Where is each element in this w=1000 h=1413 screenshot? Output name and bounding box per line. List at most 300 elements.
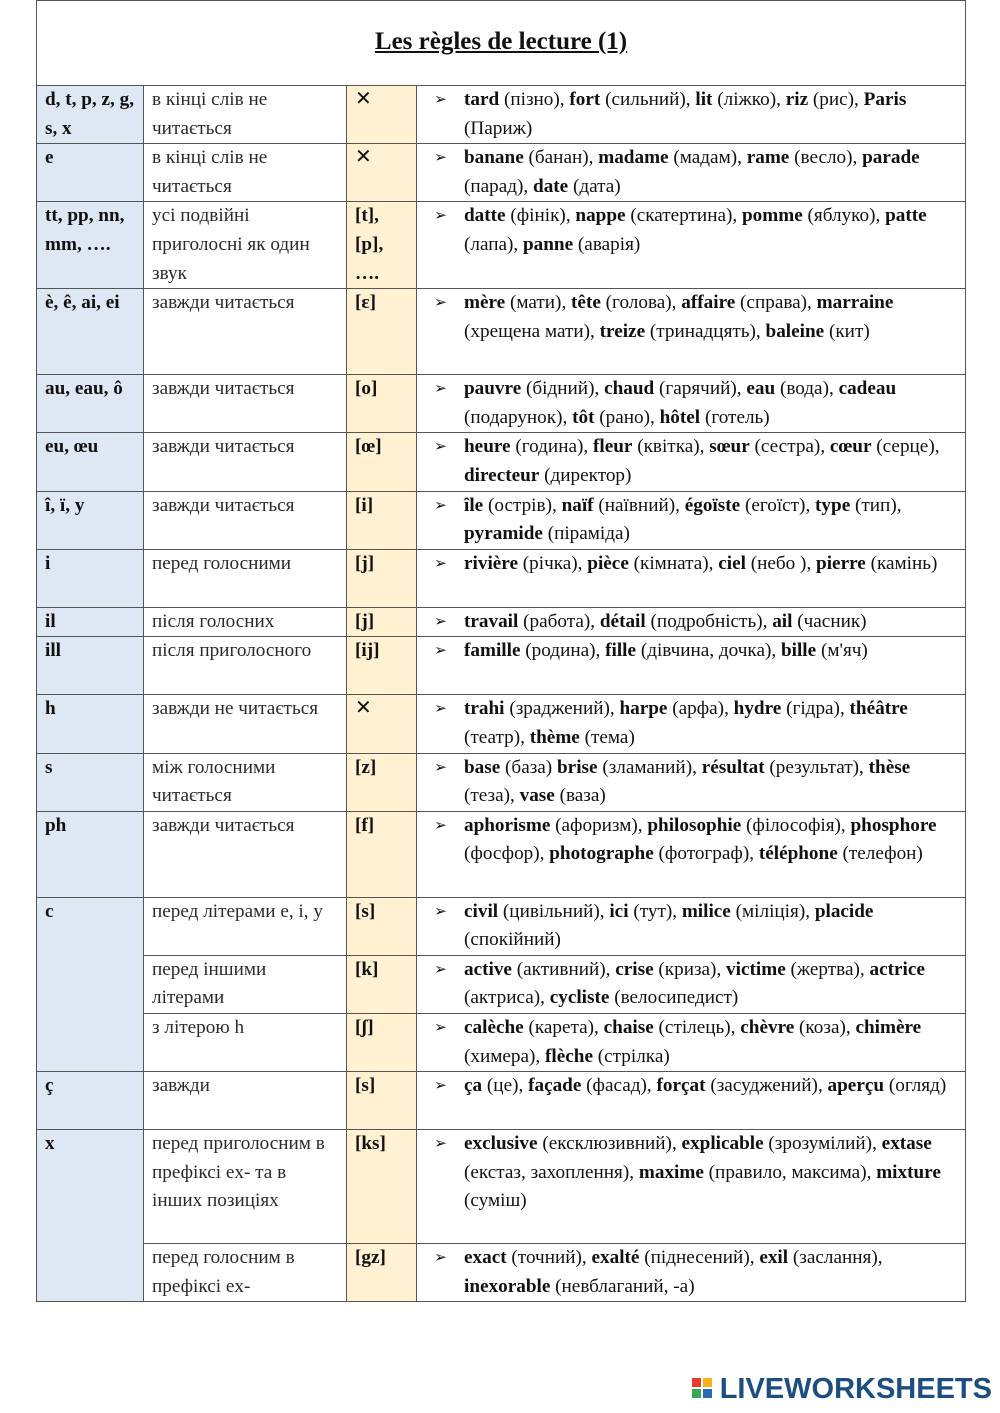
examples-cell [417, 811, 966, 897]
french-word: téléphone [758, 843, 838, 865]
table-row [37, 695, 966, 753]
french-word: chaise [603, 1017, 654, 1039]
arrow-bullet-icon: ➢ [434, 92, 447, 108]
letters-text: c [45, 900, 54, 922]
translation: (егоїст), [740, 494, 816, 516]
arrow-bullet-icon: ➢ [434, 961, 447, 978]
letters-text: î, ï, y [45, 494, 85, 516]
french-word: bille [780, 640, 817, 662]
translation: (база) [500, 756, 557, 778]
french-word: baleine [765, 320, 825, 342]
french-word: pièce [587, 552, 629, 574]
translation: (зрозумілий), [763, 1133, 882, 1155]
rule-description-cell [144, 144, 347, 202]
french-word: hôtel [659, 406, 701, 428]
translation: (рис), [808, 89, 864, 110]
rule-description: перед літерами e, i, y [152, 900, 323, 922]
french-word: fille [605, 640, 637, 662]
examples-cell [417, 1014, 966, 1072]
translation: (справа), [735, 292, 817, 314]
rule-description: завжди читається [152, 436, 295, 458]
examples-cell [417, 695, 966, 753]
examples-cell [417, 1244, 966, 1302]
sound-cell [347, 202, 417, 289]
arrow-bullet-icon: ➢ [434, 903, 447, 920]
translation: (камінь) [865, 552, 938, 574]
translation: (фінік), [505, 205, 576, 227]
translation: (піднесений), [639, 1247, 760, 1269]
french-word: famille [464, 640, 521, 662]
examples-cell [417, 1072, 966, 1130]
sound-cell [347, 1072, 417, 1130]
translation: (засуджений), [705, 1075, 828, 1097]
liveworksheets-logo-icon [692, 1378, 716, 1402]
table-row [37, 375, 966, 433]
examples-text [464, 637, 957, 666]
french-word: travail [464, 610, 519, 632]
translation: (квітка), [632, 436, 710, 458]
table-row [37, 86, 966, 144]
french-word: fleur [592, 436, 633, 458]
french-word: milice [681, 900, 731, 922]
reading-rules-table [36, 0, 966, 1302]
translation: (бідний), [521, 378, 605, 400]
rule-description-cell [144, 549, 347, 607]
rule-description: завжди читається [152, 378, 295, 400]
phonetic-sound: [z] [355, 756, 377, 778]
french-word: pyramide [464, 523, 543, 545]
phonetic-sound: [ij] [355, 640, 380, 662]
sound-cell [347, 1014, 417, 1072]
french-word: exalté [591, 1247, 640, 1269]
french-word: photographe [549, 843, 654, 865]
french-word: active [464, 958, 512, 980]
rule-description-cell [144, 695, 347, 753]
translation: (банан), [523, 147, 599, 169]
translation: (театр), [464, 726, 530, 748]
translation: (Париж) [464, 117, 533, 139]
phonetic-sound: [k] [355, 958, 379, 980]
rule-description-cell [144, 1014, 347, 1072]
french-word: directeur [464, 464, 540, 486]
translation: (невблаганий, -а) [550, 1275, 695, 1297]
translation: (активний), [511, 958, 616, 980]
sound-cell [347, 433, 417, 491]
examples-cell [417, 202, 966, 289]
arrow-bullet-icon: ➢ [434, 1020, 447, 1037]
rule-description: після приголосного [152, 640, 312, 662]
french-word: type [815, 494, 851, 516]
translation: (скатертина), [625, 205, 742, 227]
table-row [37, 549, 966, 607]
translation: (сильний), [600, 89, 696, 110]
translation: (рано), [594, 406, 660, 428]
examples-text [464, 550, 957, 579]
rule-description: з літерою h [152, 1017, 245, 1039]
rule-description-cell [144, 289, 347, 375]
letters-cell [37, 897, 144, 1072]
letters-text: i [45, 552, 51, 574]
liveworksheets-brand [692, 1373, 992, 1406]
examples-text [464, 433, 957, 490]
translation: (лапа), [464, 233, 523, 255]
examples-cell [417, 375, 966, 433]
french-word: rame [746, 147, 790, 169]
french-word: ail [772, 610, 793, 632]
translation: (міліція), [730, 900, 815, 922]
rule-description: завжди читається [152, 494, 295, 516]
title-cell [37, 1, 966, 86]
translation: (коза), [794, 1017, 856, 1039]
rule-description-cell [144, 607, 347, 637]
translation: (мадам), [668, 147, 747, 169]
sound-cell [347, 375, 417, 433]
rule-description-cell [144, 1244, 347, 1302]
arrow-bullet-icon: ➢ [434, 613, 447, 630]
french-word: explicable [681, 1133, 764, 1155]
translation: (дівчина, дочка), [636, 640, 781, 662]
translation: (гідра), [781, 698, 850, 720]
letters-text: ç [45, 1075, 54, 1097]
table-row [37, 433, 966, 491]
phonetic-sound: [ʃ] [355, 1017, 374, 1039]
table-row [37, 753, 966, 811]
phonetic-sound: [ks] [355, 1133, 386, 1155]
french-word: datte [464, 205, 506, 227]
table-row [37, 202, 966, 289]
translation: (це), [482, 1075, 529, 1097]
phonetic-sound: [f] [355, 814, 375, 836]
rule-description: завжди [152, 1075, 210, 1097]
arrow-bullet-icon: ➢ [434, 497, 447, 514]
french-word: résultat [701, 756, 765, 778]
letters-text: eu, œu [45, 436, 99, 458]
examples-cell [417, 753, 966, 811]
sound-cell [347, 811, 417, 897]
french-word: base [464, 756, 501, 778]
french-word: inexorable [464, 1275, 551, 1297]
french-word: mère [464, 292, 506, 314]
phonetic-sound: [j] [355, 552, 375, 574]
examples-cell [417, 955, 966, 1013]
translation: (фотограф), [653, 843, 759, 865]
page-title: Les règles de lecture (1) [374, 27, 628, 55]
translation: (родина), [520, 640, 606, 662]
sound-cell [347, 897, 417, 955]
translation: (річка), [517, 552, 588, 574]
phonetic-sound: [t], [p], …. [355, 205, 384, 284]
translation: (готель) [700, 406, 770, 428]
translation: (велосипедист) [609, 987, 739, 1009]
french-word: victime [726, 958, 786, 980]
translation: (вода), [775, 378, 839, 400]
translation: (тринадцять), [645, 320, 766, 342]
examples-text [464, 608, 957, 637]
translation: (спокійний) [464, 929, 561, 951]
french-word: heure [464, 436, 511, 458]
table-row [37, 144, 966, 202]
french-word: théâtre [849, 698, 908, 720]
french-word: cœur [829, 436, 872, 458]
translation: (ліжко), [712, 89, 786, 110]
rule-description: між голосними читається [152, 756, 276, 807]
french-word: Paris [863, 89, 907, 110]
letters-cell [37, 491, 144, 549]
french-word: chèvre [740, 1017, 795, 1039]
rule-description: завжди не читається [152, 698, 319, 720]
french-word: détail [599, 610, 646, 632]
translation: (стілець), [653, 1017, 741, 1039]
french-word: flèche [545, 1045, 593, 1067]
translation: (наївний), [593, 494, 685, 516]
french-word: cycliste [549, 987, 610, 1009]
translation: (яблуко), [802, 205, 886, 227]
french-word: phosphore [850, 814, 937, 836]
translation: (фасад), [581, 1075, 657, 1097]
sound-cell [347, 695, 417, 753]
letters-text: è, ê, ai, ei [45, 292, 120, 314]
french-word: exil [759, 1247, 789, 1269]
examples-text [464, 812, 957, 869]
title-row [37, 1, 966, 86]
translation: (цивільний), [498, 900, 610, 922]
french-word: civil [464, 900, 499, 922]
translation: (тут), [628, 900, 682, 922]
examples-text [464, 202, 957, 259]
examples-cell [417, 491, 966, 549]
table-row [37, 1244, 966, 1302]
arrow-bullet-icon: ➢ [434, 1078, 447, 1095]
translation: (мати), [505, 292, 572, 314]
letters-text: ph [45, 814, 67, 836]
french-word: marraine [816, 292, 894, 314]
letters-cell [37, 637, 144, 695]
examples-cell [417, 897, 966, 955]
translation: (кит) [824, 320, 870, 342]
french-word: exclusive [464, 1133, 538, 1155]
arrow-bullet-icon: ➢ [434, 381, 447, 398]
french-word: calèche [464, 1017, 524, 1039]
letters-text: au, eau, ô [45, 378, 123, 400]
french-word: madame [598, 147, 669, 169]
examples-text [464, 144, 957, 201]
sound-cell [347, 955, 417, 1013]
translation: (гарячий), [654, 378, 747, 400]
phonetic-sound: [gz] [355, 1247, 386, 1269]
rule-description-cell [144, 1130, 347, 1244]
letters-cell [37, 433, 144, 491]
translation: (хрещена мати), [464, 320, 600, 342]
phonetic-sound: [ɛ] [355, 292, 376, 314]
french-word: placide [814, 900, 874, 922]
translation: (аварія) [573, 233, 641, 255]
rule-description: перед голосними [152, 552, 292, 574]
french-word: ici [609, 900, 629, 922]
french-word: aphorisme [464, 814, 551, 836]
rule-description-cell [144, 897, 347, 955]
table-row [37, 811, 966, 897]
translation: (заслання), [788, 1247, 883, 1269]
phonetic-sound: [s] [355, 1075, 376, 1097]
french-word: fort [569, 89, 601, 110]
french-word: panne [523, 233, 574, 255]
translation: (результат), [764, 756, 869, 778]
french-word: vase [519, 785, 555, 807]
translation: (арфа), [667, 698, 734, 720]
letters-cell [37, 375, 144, 433]
examples-cell [417, 86, 966, 144]
translation: (екстаз, захоплення), [464, 1161, 639, 1183]
french-word: patte [885, 205, 927, 227]
sound-cell [347, 1130, 417, 1244]
french-word: aperçu [827, 1075, 885, 1097]
examples-text [464, 956, 957, 1013]
translation: (химера), [464, 1045, 546, 1067]
arrow-bullet-icon: ➢ [434, 701, 447, 718]
examples-text [464, 1014, 957, 1071]
rule-description: в кінці слів не читається [152, 89, 268, 139]
french-word: façade [528, 1075, 582, 1097]
french-word: pauvre [464, 378, 522, 400]
table-row [37, 491, 966, 549]
french-word: harpe [619, 698, 668, 720]
translation: (острів), [483, 494, 562, 516]
silent-x-icon: ✕ [355, 695, 372, 720]
examples-text [464, 754, 957, 811]
french-word: treize [599, 320, 646, 342]
sound-cell [347, 1244, 417, 1302]
arrow-bullet-icon: ➢ [434, 208, 447, 225]
letters-cell [37, 202, 144, 289]
letters-cell [37, 1072, 144, 1130]
french-word: tard [464, 89, 500, 110]
translation: (сестра), [749, 436, 830, 458]
letters-cell [37, 607, 144, 637]
table-row [37, 1014, 966, 1072]
examples-text [464, 695, 957, 752]
translation: (правило, максима), [703, 1161, 877, 1183]
examples-text [464, 289, 957, 346]
arrow-bullet-icon: ➢ [434, 643, 447, 660]
translation: (серце), [871, 436, 940, 458]
translation: (актриса), [464, 987, 550, 1009]
arrow-bullet-icon: ➢ [434, 555, 447, 572]
letters-text: ill [45, 640, 61, 662]
examples-text [464, 1244, 957, 1301]
letters-text: h [45, 698, 56, 720]
french-word: forçat [656, 1075, 706, 1097]
translation: (суміш) [464, 1190, 527, 1212]
french-word: cadeau [838, 378, 897, 400]
translation: (директор) [539, 464, 632, 486]
letters-cell [37, 86, 144, 144]
rule-description-cell [144, 433, 347, 491]
examples-cell [417, 433, 966, 491]
rule-description-cell [144, 375, 347, 433]
french-word: ciel [718, 552, 746, 574]
french-word: pomme [741, 205, 803, 227]
translation: (дата) [568, 175, 621, 197]
french-word: ça [464, 1075, 483, 1097]
examples-cell [417, 637, 966, 695]
sound-cell [347, 637, 417, 695]
translation: (філософія), [741, 814, 851, 836]
letters-cell [37, 289, 144, 375]
examples-cell [417, 1130, 966, 1244]
letters-cell [37, 549, 144, 607]
letters-text: tt, pp, nn, mm, …. [45, 205, 125, 255]
french-word: trahi [464, 698, 505, 720]
arrow-bullet-icon: ➢ [434, 150, 447, 167]
phonetic-sound: [i] [355, 494, 374, 516]
arrow-bullet-icon: ➢ [434, 759, 447, 776]
french-word: chaud [604, 378, 655, 400]
table-row [37, 637, 966, 695]
french-word: rivière [464, 552, 518, 574]
letters-cell [37, 811, 144, 897]
rule-description: завжди читається [152, 292, 295, 314]
examples-cell [417, 607, 966, 637]
translation: (телефон) [837, 843, 923, 865]
french-word: banane [464, 147, 524, 169]
table-row [37, 897, 966, 955]
french-word: eau [746, 378, 776, 400]
rule-description-cell [144, 811, 347, 897]
french-word: date [533, 175, 569, 197]
french-word: brise [557, 756, 598, 778]
french-word: philosophie [647, 814, 742, 836]
sound-cell [347, 86, 417, 144]
letters-cell [37, 753, 144, 811]
french-word: maxime [638, 1161, 704, 1183]
translation: (огляд) [884, 1075, 947, 1097]
examples-text [464, 898, 957, 955]
arrow-bullet-icon: ➢ [434, 817, 447, 834]
translation: (кімната), [628, 552, 719, 574]
french-word: parade [862, 147, 920, 169]
french-word: lit [695, 89, 713, 110]
french-word: thèse [868, 756, 911, 778]
french-word: actrice [869, 958, 925, 980]
french-word: crise [615, 958, 654, 980]
examples-cell [417, 144, 966, 202]
french-word: île [464, 494, 484, 516]
french-word: extase [881, 1133, 932, 1155]
brand-name: LIVEWORKSHEETS [719, 1373, 992, 1405]
table-row [37, 1130, 966, 1244]
translation: (голова), [600, 292, 682, 314]
examples-text [464, 492, 957, 549]
translation: (афоризм), [550, 814, 648, 836]
translation: (година), [510, 436, 593, 458]
silent-x-icon: ✕ [355, 86, 372, 110]
table-row [37, 1072, 966, 1130]
sound-cell [347, 144, 417, 202]
rule-description: перед іншими літерами [152, 958, 267, 1009]
french-word: thème [529, 726, 580, 748]
translation: (зраджений), [504, 698, 620, 720]
rule-description-cell [144, 753, 347, 811]
arrow-bullet-icon: ➢ [434, 295, 447, 312]
examples-text [464, 1072, 957, 1101]
french-word: naïf [561, 494, 594, 516]
translation: (жертва), [785, 958, 870, 980]
rule-description: перед приголосним в префіксі ex- та в інших позиціях [152, 1133, 325, 1212]
letters-cell [37, 695, 144, 753]
french-word: égoïste [684, 494, 741, 516]
rule-description: в кінці слів не читається [152, 147, 268, 197]
french-word: chimère [855, 1017, 922, 1039]
